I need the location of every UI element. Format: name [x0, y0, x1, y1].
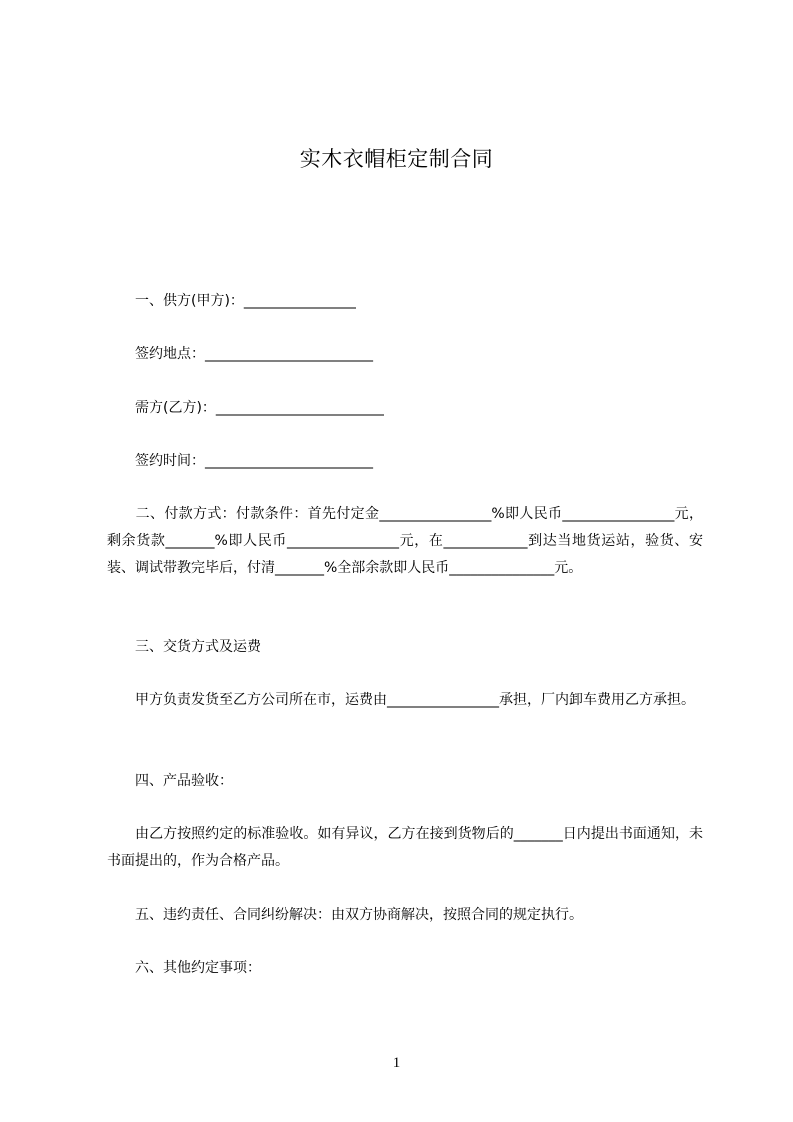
page-number: 1 [392, 1055, 401, 1071]
delivery-paragraph: 甲方负责发货至乙方公司所在市，运费由________________承担，厂内卸车费用乙方承担。 [107, 692, 695, 708]
document-title: 实木衣帽柜定制合同 [299, 147, 494, 171]
acceptance-heading: 四、产品验收： [107, 773, 233, 789]
liability-paragraph: 五、违约责任、合同纠纷解决：由双方协商解决，按照合同的规定执行。 [107, 907, 583, 923]
acceptance-paragraph: 由乙方按照约定的标准验收。如有异议，乙方在接到货物后的_______日内提出书面通知，未书面提出的，作为合格产品。 [107, 826, 703, 869]
delivery-heading: 三、交货方式及运费 [107, 639, 261, 655]
other-terms-heading: 六、其他约定事项： [107, 960, 261, 976]
payment-terms-paragraph: 二、付款方式：付款条件：首先付定金________________%即人民币________________元，剩余货款_______%即人民币________________元，在____________到达当地货运站，验货、安装、调试带教完毕后，付清_______%全部余款即人民币_______________元。 [107, 506, 703, 576]
signing-time-line: 签约时间：________________________ [107, 453, 373, 469]
signing-place-line: 签约地点：________________________ [107, 346, 373, 362]
buyer-party-line: 需方(乙方)：________________________ [107, 400, 384, 416]
supplier-party-line: 一、供方(甲方)：________________ [107, 293, 356, 309]
